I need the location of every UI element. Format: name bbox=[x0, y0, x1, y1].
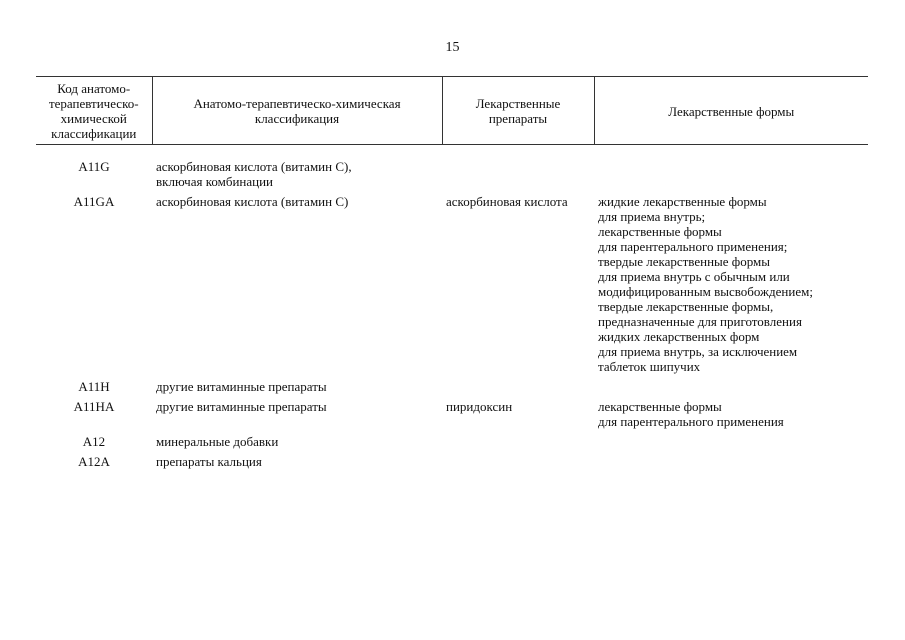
cell-forms bbox=[594, 434, 868, 454]
table-row bbox=[36, 434, 868, 454]
cell-drug bbox=[442, 159, 594, 194]
cell-drug: аскорбиновая кислота bbox=[446, 194, 568, 209]
cell-forms bbox=[594, 159, 868, 194]
drug-classification-table bbox=[36, 76, 868, 474]
cell-code: A11G bbox=[78, 159, 110, 174]
header-code: Код анатомо- терапевтическо- химической классификации bbox=[36, 77, 152, 145]
page-number: 15 bbox=[445, 40, 460, 55]
table-body bbox=[36, 145, 868, 475]
header-classification: Анатомо-терапевтическо-химическая классификация bbox=[152, 77, 442, 145]
table-row bbox=[36, 159, 868, 194]
header-forms: Лекарственные формы bbox=[594, 77, 868, 145]
cell-classification: аскорбиновая кислота (витамин С) bbox=[156, 194, 349, 209]
header-drugs: Лекарственные препараты bbox=[442, 77, 594, 145]
cell-forms: жидкие лекарственные формы для приема внутрь; лекарственные формы для парентерального применения; твердые лекарственные формы для приема внутрь с обычным или модифицированным высвобождением; твердые лекарственные формы, предназначенные для приготовления жидких лекарственных форм для приема внутрь, за исключением таблеток шипучих bbox=[598, 194, 813, 374]
table-header bbox=[36, 77, 868, 145]
cell-forms bbox=[594, 379, 868, 399]
table-row bbox=[36, 379, 868, 399]
cell-forms bbox=[594, 454, 868, 474]
cell-drug: пиридоксин bbox=[446, 399, 513, 414]
cell-classification: аскорбиновая кислота (витамин С), включая комбинации bbox=[156, 159, 352, 189]
cell-code: A11H bbox=[78, 379, 110, 394]
cell-drug bbox=[442, 379, 594, 399]
cell-drug bbox=[442, 454, 594, 474]
cell-forms: лекарственные формы для парентерального применения bbox=[598, 399, 784, 429]
cell-classification: минеральные добавки bbox=[156, 434, 279, 449]
cell-code: A11GA bbox=[73, 194, 115, 209]
cell-classification: другие витаминные препараты bbox=[156, 379, 327, 394]
table-row bbox=[36, 194, 868, 379]
table-row bbox=[36, 454, 868, 474]
cell-drug bbox=[442, 434, 594, 454]
cell-code: A11HA bbox=[73, 399, 115, 414]
cell-code: A12A bbox=[78, 454, 110, 469]
cell-classification: другие витаминные препараты bbox=[156, 399, 327, 414]
table-row bbox=[36, 399, 868, 434]
cell-classification: препараты кальция bbox=[156, 454, 262, 469]
cell-code: A12 bbox=[82, 434, 106, 449]
